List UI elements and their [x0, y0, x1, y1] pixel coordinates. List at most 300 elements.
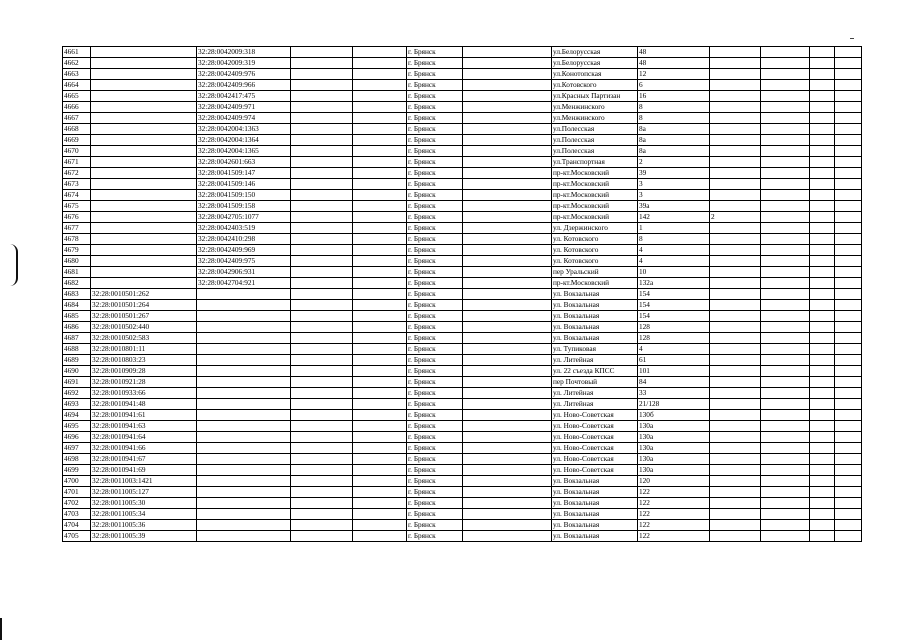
table-cell: 8 [638, 102, 710, 113]
table-cell: 4669 [63, 135, 91, 146]
table-cell: 32:28:0011005:39 [91, 531, 197, 542]
table-cell [835, 102, 862, 113]
table-cell [835, 278, 862, 289]
table-cell [835, 333, 862, 344]
table-cell: г. Брянск [407, 267, 463, 278]
table-cell [291, 179, 353, 190]
table-cell: 4705 [63, 531, 91, 542]
table-cell [291, 80, 353, 91]
table-cell [710, 113, 761, 124]
table-cell [463, 520, 552, 531]
table-cell [835, 366, 862, 377]
table-cell [710, 498, 761, 509]
table-row [63, 531, 862, 542]
table-cell: 2 [710, 212, 761, 223]
table-cell [810, 322, 835, 333]
table-row [63, 289, 862, 300]
table-cell [761, 179, 810, 190]
table-cell [810, 520, 835, 531]
table-cell: 32:28:0041509:147 [197, 168, 291, 179]
table-cell [810, 157, 835, 168]
table-cell [710, 234, 761, 245]
table-cell: 32:28:0042403:519 [197, 223, 291, 234]
table-cell [810, 179, 835, 190]
table-cell: 4681 [63, 267, 91, 278]
table-row [63, 300, 862, 311]
table-cell [463, 267, 552, 278]
table-cell [761, 355, 810, 366]
table-cell: ул. Вокзальная [552, 498, 638, 509]
table-cell: 32:28:0010801:11 [91, 344, 197, 355]
table-cell [353, 289, 407, 300]
table-cell: 122 [638, 487, 710, 498]
table-cell [710, 388, 761, 399]
table-cell: 130а [638, 465, 710, 476]
table-cell [197, 410, 291, 421]
table-cell: 39 [638, 168, 710, 179]
table-cell [291, 531, 353, 542]
table-cell: 4663 [63, 69, 91, 80]
table-cell: 154 [638, 289, 710, 300]
table-cell: 154 [638, 311, 710, 322]
table-cell [353, 487, 407, 498]
table-cell: 2 [638, 157, 710, 168]
table-cell [761, 168, 810, 179]
table-cell: г. Брянск [407, 421, 463, 432]
table-cell [810, 58, 835, 69]
table-cell: 32:28:0042417:475 [197, 91, 291, 102]
table-row [63, 146, 862, 157]
table-cell: 48 [638, 58, 710, 69]
table-cell: 4695 [63, 421, 91, 432]
table-cell [810, 113, 835, 124]
table-cell: ул. Ново-Советская [552, 421, 638, 432]
table-cell: г. Брянск [407, 223, 463, 234]
table-cell [91, 69, 197, 80]
table-cell: 32:28:0042409:975 [197, 256, 291, 267]
table-cell [291, 509, 353, 520]
table-cell [810, 344, 835, 355]
table-row [63, 80, 862, 91]
table-cell [761, 399, 810, 410]
table-cell [353, 443, 407, 454]
table-cell: 8а [638, 135, 710, 146]
table-cell [91, 234, 197, 245]
table-cell: 6 [638, 80, 710, 91]
table-cell: ул.Конотопская [552, 69, 638, 80]
table-cell [463, 399, 552, 410]
table-cell: 32:28:0011005:34 [91, 509, 197, 520]
table-cell: 32:28:0010941:63 [91, 421, 197, 432]
table-cell: 1 [638, 223, 710, 234]
table-cell: 8а [638, 124, 710, 135]
table-cell: 32:28:0010501:262 [91, 289, 197, 300]
table-cell: 101 [638, 366, 710, 377]
table-cell [761, 58, 810, 69]
table-cell [353, 146, 407, 157]
table-cell: 10 [638, 267, 710, 278]
table-cell [761, 377, 810, 388]
table-body [63, 47, 862, 542]
table-cell: 4700 [63, 476, 91, 487]
table-cell [463, 80, 552, 91]
table-cell [291, 234, 353, 245]
table-cell [463, 223, 552, 234]
table-cell [835, 245, 862, 256]
scan-edge-mark [0, 618, 2, 640]
table-cell [353, 168, 407, 179]
table-cell: г. Брянск [407, 190, 463, 201]
table-cell [710, 69, 761, 80]
table-cell [197, 432, 291, 443]
table-cell: г. Брянск [407, 102, 463, 113]
table-cell [197, 476, 291, 487]
table-cell: ул. Тупиковая [552, 344, 638, 355]
table-cell: 3 [638, 179, 710, 190]
table-cell [91, 91, 197, 102]
table-row [63, 388, 862, 399]
table-cell: 120 [638, 476, 710, 487]
table-cell [835, 47, 862, 58]
table-cell: 39а [638, 201, 710, 212]
table-cell [835, 520, 862, 531]
table-cell: 32:28:0042409:969 [197, 245, 291, 256]
table-cell [835, 289, 862, 300]
table-cell [197, 509, 291, 520]
table-cell: 4688 [63, 344, 91, 355]
table-cell [291, 168, 353, 179]
table-cell [835, 124, 862, 135]
table-cell [291, 289, 353, 300]
table-cell: 122 [638, 509, 710, 520]
table-cell [353, 531, 407, 542]
table-cell: 32:28:0010501:267 [91, 311, 197, 322]
table-cell: 32:28:0010909:28 [91, 366, 197, 377]
table-cell [291, 333, 353, 344]
table-cell: 61 [638, 355, 710, 366]
table-cell: 32:28:0011003:1421 [91, 476, 197, 487]
table-cell [463, 311, 552, 322]
table-cell [463, 388, 552, 399]
table-cell [835, 58, 862, 69]
table-cell [291, 421, 353, 432]
table-cell [835, 223, 862, 234]
table-cell [291, 388, 353, 399]
table-row [63, 278, 862, 289]
table-cell [353, 509, 407, 520]
table-cell: г. Брянск [407, 91, 463, 102]
table-cell [463, 69, 552, 80]
table-cell [197, 531, 291, 542]
table-cell [197, 344, 291, 355]
table-cell [810, 487, 835, 498]
table-cell [810, 410, 835, 421]
table-cell: ул.Полесская [552, 146, 638, 157]
table-cell [197, 322, 291, 333]
table-cell [291, 256, 353, 267]
table-cell [710, 421, 761, 432]
table-cell [353, 300, 407, 311]
table-cell [463, 245, 552, 256]
table-cell: 128 [638, 333, 710, 344]
table-cell: г. Брянск [407, 498, 463, 509]
table-cell: 8 [638, 113, 710, 124]
table-cell [353, 113, 407, 124]
table-cell [463, 322, 552, 333]
table-cell [353, 454, 407, 465]
table-cell [353, 91, 407, 102]
table-cell: г. Брянск [407, 333, 463, 344]
table-cell: 33 [638, 388, 710, 399]
table-cell [91, 102, 197, 113]
table-cell: 32:28:0042704:921 [197, 278, 291, 289]
table-cell [197, 454, 291, 465]
table-cell [291, 135, 353, 146]
table-cell [810, 509, 835, 520]
table-cell [810, 80, 835, 91]
table-cell [710, 355, 761, 366]
table-cell [91, 256, 197, 267]
table-cell: ул. Дзержинского [552, 223, 638, 234]
table-cell [835, 234, 862, 245]
table-cell [761, 47, 810, 58]
table-cell: 4 [638, 256, 710, 267]
table-cell [710, 366, 761, 377]
table-cell: 4691 [63, 377, 91, 388]
table-cell: 32:28:0042409:966 [197, 80, 291, 91]
table-cell: г. Брянск [407, 278, 463, 289]
table-cell [761, 234, 810, 245]
table-cell: 8а [638, 146, 710, 157]
table-cell: г. Брянск [407, 520, 463, 531]
table-cell: пр-кт.Московский [552, 212, 638, 223]
table-cell: 32:28:0042705:1077 [197, 212, 291, 223]
table-cell: 130а [638, 443, 710, 454]
table-cell [91, 113, 197, 124]
table-cell [710, 179, 761, 190]
table-cell: 32:28:0042009:319 [197, 58, 291, 69]
table-cell: 4666 [63, 102, 91, 113]
table-cell [463, 113, 552, 124]
table-cell: 32:28:0042004:1363 [197, 124, 291, 135]
table-row [63, 355, 862, 366]
table-cell [761, 443, 810, 454]
table-cell [761, 487, 810, 498]
table-cell [810, 443, 835, 454]
table-cell [91, 245, 197, 256]
table-cell [710, 520, 761, 531]
table-cell: ул. Вокзальная [552, 487, 638, 498]
table-cell: 32:28:0042004:1364 [197, 135, 291, 146]
table-cell [810, 454, 835, 465]
table-cell [197, 300, 291, 311]
table-row [63, 487, 862, 498]
table-cell: пр-кт.Московский [552, 168, 638, 179]
table-cell [463, 377, 552, 388]
table-cell [353, 311, 407, 322]
table-cell [353, 421, 407, 432]
table-cell: г. Брянск [407, 366, 463, 377]
table-cell: ул.Менжинского [552, 102, 638, 113]
table-cell [761, 190, 810, 201]
table-cell [761, 520, 810, 531]
table-cell [761, 135, 810, 146]
table-row [63, 498, 862, 509]
table-cell [710, 531, 761, 542]
table-cell: 4670 [63, 146, 91, 157]
table-cell: 32:28:0041509:150 [197, 190, 291, 201]
table-cell [197, 421, 291, 432]
table-cell [353, 245, 407, 256]
table-cell [835, 91, 862, 102]
table-cell: г. Брянск [407, 212, 463, 223]
table-cell: ул. 22 съезда КПСС [552, 366, 638, 377]
table-cell [810, 69, 835, 80]
table-cell [810, 476, 835, 487]
table-cell [710, 377, 761, 388]
table-cell [710, 465, 761, 476]
table-cell [353, 267, 407, 278]
table-cell [353, 201, 407, 212]
table-cell [463, 421, 552, 432]
table-row [63, 124, 862, 135]
table-cell: ул. Ново-Советская [552, 454, 638, 465]
table-cell [197, 355, 291, 366]
table-cell [810, 465, 835, 476]
table-cell [761, 212, 810, 223]
table-cell: ул. Литейная [552, 388, 638, 399]
table-cell [291, 476, 353, 487]
table-cell [291, 344, 353, 355]
table-cell: г. Брянск [407, 47, 463, 58]
table-row [63, 509, 862, 520]
table-row [63, 256, 862, 267]
table-cell [710, 311, 761, 322]
table-cell [710, 432, 761, 443]
table-cell [91, 278, 197, 289]
table-cell [835, 135, 862, 146]
table-cell: 130а [638, 432, 710, 443]
table-cell [463, 487, 552, 498]
table-cell: 32:28:0042906:931 [197, 267, 291, 278]
table-cell: г. Брянск [407, 157, 463, 168]
table-cell: ул. Вокзальная [552, 311, 638, 322]
table-cell [291, 454, 353, 465]
table-cell [810, 135, 835, 146]
table-cell: 16 [638, 91, 710, 102]
table-cell: 4665 [63, 91, 91, 102]
table-cell [761, 333, 810, 344]
table-cell [353, 69, 407, 80]
table-cell: пр-кт.Московский [552, 190, 638, 201]
table-cell: г. Брянск [407, 58, 463, 69]
table-cell: 32:28:0041509:158 [197, 201, 291, 212]
table-cell: 122 [638, 531, 710, 542]
table-cell [835, 399, 862, 410]
table-row [63, 223, 862, 234]
table-cell [710, 91, 761, 102]
table-cell [761, 322, 810, 333]
table-cell: 4682 [63, 278, 91, 289]
table-cell: 32:28:0010941:67 [91, 454, 197, 465]
table-cell: ул. Вокзальная [552, 289, 638, 300]
table-cell [835, 454, 862, 465]
table-cell: 4703 [63, 509, 91, 520]
table-cell: 130б [638, 410, 710, 421]
table-cell: 32:28:0041509:146 [197, 179, 291, 190]
table-cell [91, 124, 197, 135]
table-cell: 4668 [63, 124, 91, 135]
table-cell [835, 168, 862, 179]
table-cell [353, 410, 407, 421]
table-cell [197, 388, 291, 399]
table-cell: 4 [638, 344, 710, 355]
table-row [63, 465, 862, 476]
table-cell [463, 498, 552, 509]
table-cell [463, 432, 552, 443]
table-cell [761, 102, 810, 113]
table-row [63, 333, 862, 344]
table-cell [810, 311, 835, 322]
table-cell: ул.Белорусская [552, 47, 638, 58]
table-row [63, 344, 862, 355]
table-cell [353, 223, 407, 234]
table-cell [463, 355, 552, 366]
table-cell: г. Брянск [407, 531, 463, 542]
table-cell: ул. Котовского [552, 256, 638, 267]
table-cell [291, 212, 353, 223]
table-cell [353, 377, 407, 388]
table-cell [810, 212, 835, 223]
table-cell [353, 278, 407, 289]
table-cell: 4671 [63, 157, 91, 168]
table-cell [91, 157, 197, 168]
table-cell [463, 509, 552, 520]
table-row [63, 245, 862, 256]
table-cell [761, 498, 810, 509]
table-cell: 132а [638, 278, 710, 289]
table-cell [835, 146, 862, 157]
table-cell [761, 366, 810, 377]
table-cell [761, 432, 810, 443]
table-cell [291, 399, 353, 410]
table-cell [710, 102, 761, 113]
property-register-table [62, 46, 862, 542]
table-cell [291, 267, 353, 278]
table-cell: 154 [638, 300, 710, 311]
table-cell [761, 509, 810, 520]
table-cell: 4692 [63, 388, 91, 399]
table-cell [463, 333, 552, 344]
table-cell: г. Брянск [407, 443, 463, 454]
table-cell [291, 223, 353, 234]
table-cell: 32:28:0011005:127 [91, 487, 197, 498]
table-row [63, 443, 862, 454]
table-cell [810, 234, 835, 245]
table-cell [810, 333, 835, 344]
table-cell [761, 124, 810, 135]
table-cell [761, 421, 810, 432]
table-cell [291, 58, 353, 69]
table-cell [810, 245, 835, 256]
table-cell: 4674 [63, 190, 91, 201]
table-cell [835, 465, 862, 476]
table-cell: ул. Вокзальная [552, 322, 638, 333]
table-cell [810, 377, 835, 388]
table-cell [835, 344, 862, 355]
table-row [63, 91, 862, 102]
table-row [63, 421, 862, 432]
